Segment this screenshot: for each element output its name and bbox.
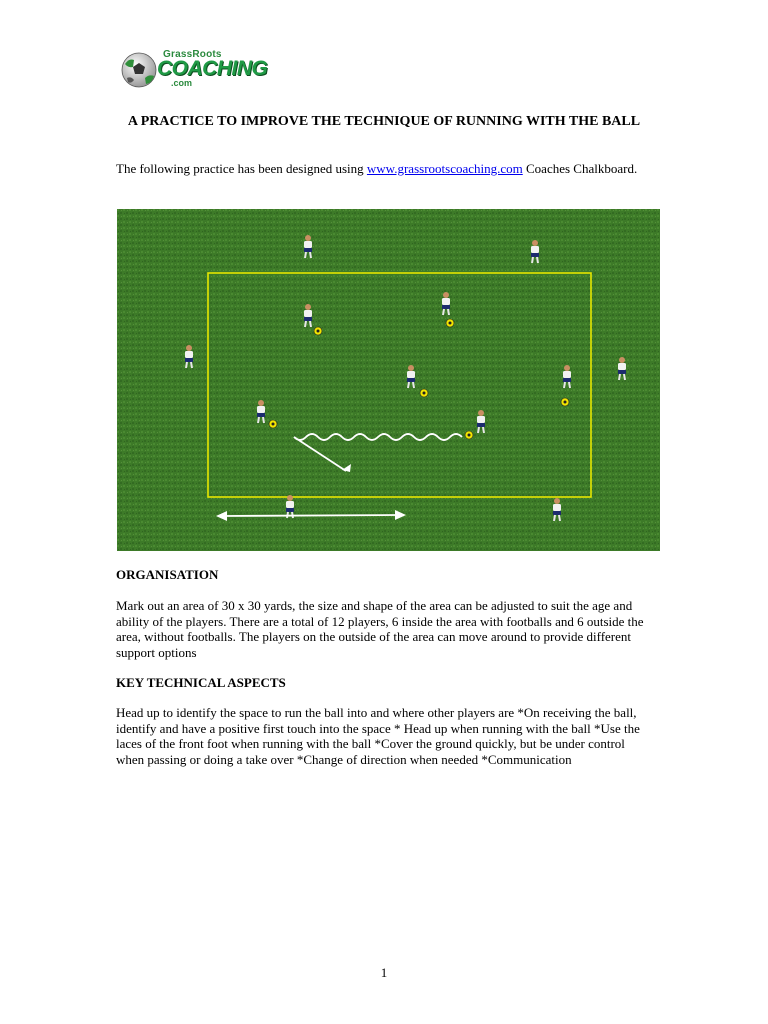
football — [314, 327, 322, 335]
logo-domain-text: .com — [171, 78, 193, 88]
logo-main-text: COACHING — [157, 57, 268, 80]
movement-arrow — [223, 515, 399, 516]
organisation-heading: ORGANISATION — [116, 567, 219, 582]
grassroots-link[interactable]: www.grassrootscoaching.com — [366, 161, 523, 176]
technical-aspects-heading: KEY TECHNICAL ASPECTS — [116, 675, 286, 690]
soccer-ball-globe-icon — [121, 52, 157, 88]
intro-paragraph — [116, 161, 656, 177]
page-number: 1 — [380, 965, 388, 980]
intro-text-after: Coaches Chalkboard. — [522, 161, 638, 176]
practice-diagram — [117, 209, 660, 551]
technical-aspects-text: Head up to identify the space to run the ball into and where other players are *On receiving the ball, identify and have a positive first touch into the space * Head up when running with the ball *Use the laces of the front foot when running with the ball *Cover the ground quickly, but be under control when passing or doing a take over *Change of direction when needed *Communication — [116, 705, 640, 767]
grass-pitch — [117, 209, 660, 551]
intro-text-before: The following practice has been designed using — [116, 161, 367, 176]
football — [269, 420, 277, 428]
organisation-text: Mark out an area of 30 x 30 yards, the size and shape of the area can be adjusted to suit the age and ability of the players. There are a total of 12 players, 6 inside the area with footballs and 6 outside the area, without footballs. The players on the outside of the area can move around to provide different support options — [116, 598, 644, 660]
logo-top-text: GrassRoots — [163, 49, 222, 60]
football — [446, 319, 454, 327]
grassroots-coaching-logo — [121, 48, 271, 92]
page-title: A PRACTICE TO IMPROVE THE TECHNIQUE OF RUNNING WITH THE BALL — [127, 114, 641, 129]
football — [561, 398, 569, 406]
football — [465, 431, 473, 439]
football — [420, 389, 428, 397]
